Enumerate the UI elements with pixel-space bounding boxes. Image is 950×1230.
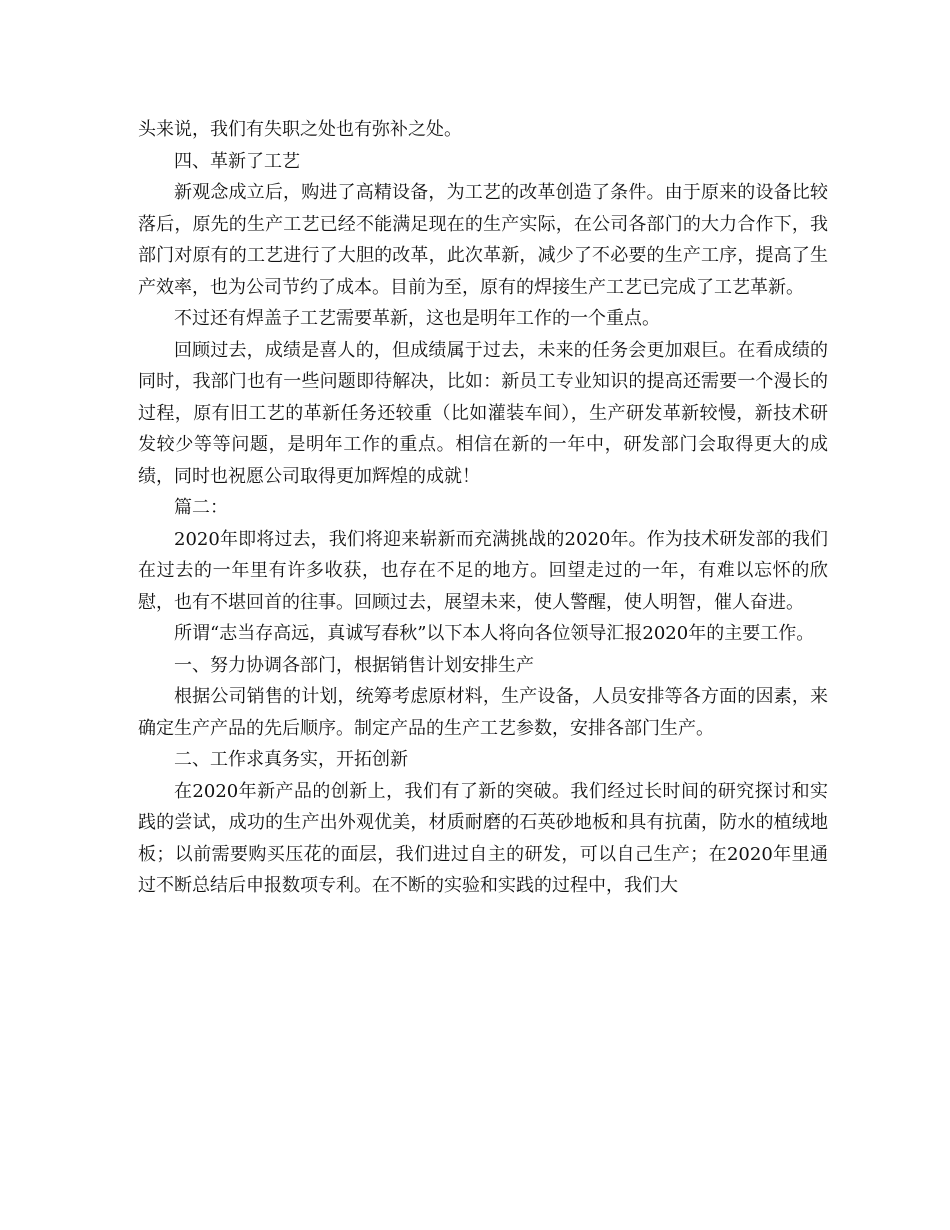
- section-heading-2: 二、工作求真务实，开拓创新: [174, 749, 408, 770]
- paragraph-continuation: 头来说，我们有失职之处也有弥补之处。: [138, 119, 462, 140]
- document-body: [138, 114, 828, 902]
- paragraph: 所谓“志当存高远，真诚写春秋”以下本人将向各位领导汇报2020年的主要工作。: [174, 623, 815, 644]
- section-heading-4: 四、革新了工艺: [174, 150, 300, 172]
- paragraph: 2020年即将过去，我们将迎来崭新而充满挑战的2020年。作为技术研发部的我们在过去的一年里有许多收获，也存在不足的地方。回望走过的一年，有难以忘怀的欣慰，也有不堪回首的往事。回顾过去，展望未来，使人警醒，使人明智，催人奋进。: [138, 528, 828, 613]
- section-heading-1: 一、努力协调各部门，根据销售计划安排生产: [174, 654, 534, 676]
- paragraph: 不过还有焊盖子工艺需要革新，这也是明年工作的一个重点。: [174, 308, 660, 329]
- paragraph: 根据公司销售的计划，统筹考虑原材料，生产设备，人员安排等各方面的因素，来确定生产产品的先后顺序。制定产品的生产工艺参数，安排各部门生产。: [138, 686, 828, 739]
- part-heading: 篇二：: [174, 497, 228, 518]
- paragraph: 在2020年新产品的创新上，我们有了新的突破。我们经过长时间的研究探讨和实践的尝试，成功的生产出外观优美，材质耐磨的石英砂地板和具有抗菌，防水的植绒地板；以前需要购买压花的面层，我们进过自主的研发，可以自己生产；在2020年里通过不断总结后申报数项专利。在不断的实验和实践的过程中，我们大: [138, 780, 828, 896]
- paragraph: 新观念成立后，购进了高精设备，为工艺的改革创造了条件。由于原来的设备比较落后，原先的生产工艺已经不能满足现在的生产实际，在公司各部门的大力合作下，我部门对原有的工艺进行了大胆的改革，此次革新，减少了不必要的生产工序，提高了生产效率，也为公司节约了成本。目前为至，原有的焊接生产工艺已完成了工艺革新。: [138, 182, 828, 298]
- paragraph: 回顾过去，成绩是喜人的，但成绩属于过去，未来的任务会更加艰巨。在看成绩的同时，我部门也有一些问题即待解决，比如：新员工专业知识的提高还需要一个漫长的过程，原有旧工艺的革新任务还较重（比如灌装车间），生产研发革新较慢，新技术研发较少等等问题，是明年工作的重点。相信在新的一年中，研发部门会取得更大的成绩，同时也祝愿公司取得更加辉煌的成就！: [138, 339, 828, 487]
